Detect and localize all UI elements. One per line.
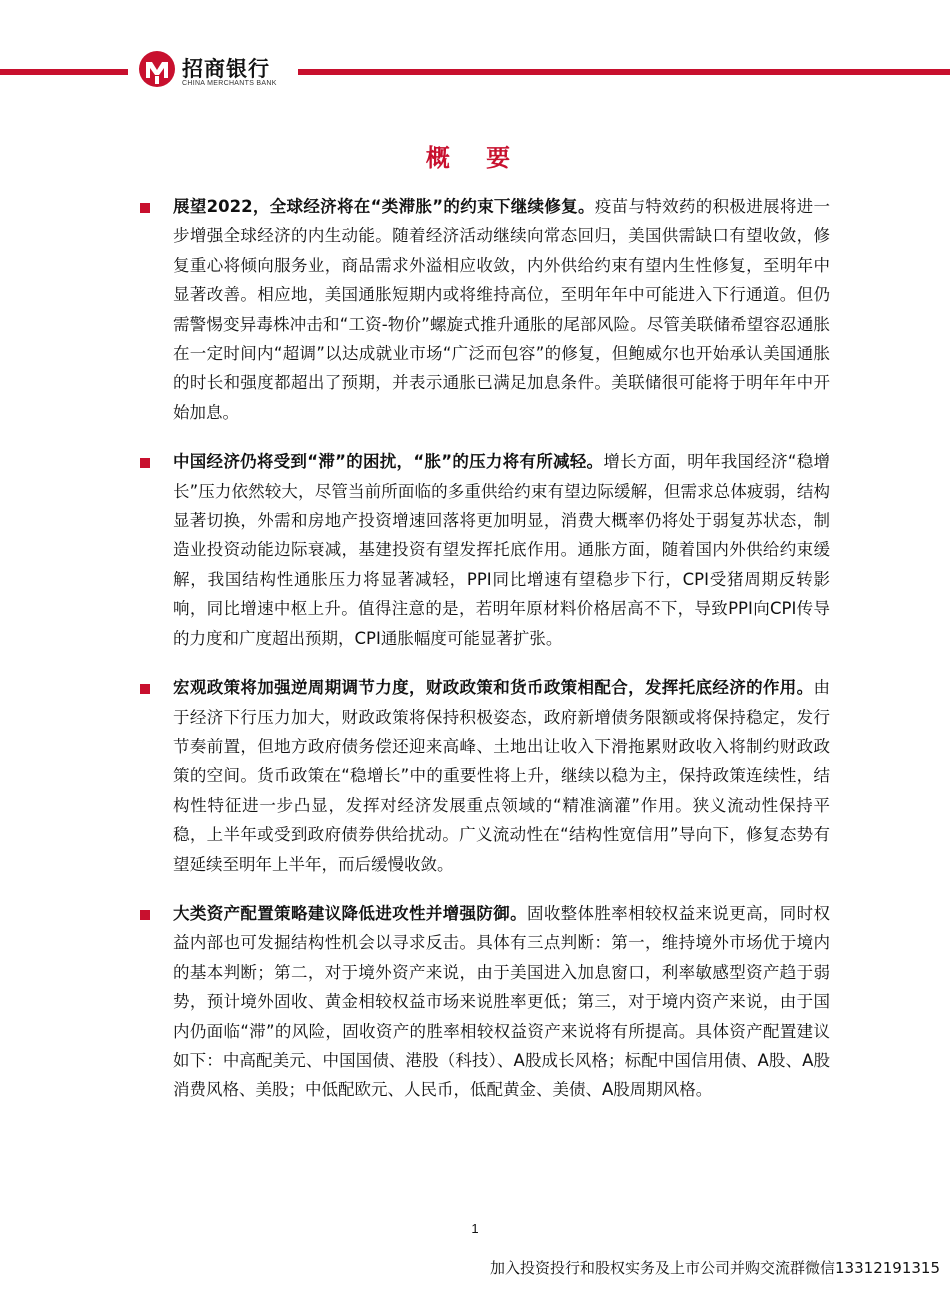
summary-content xyxy=(140,192,830,1125)
square-bullet-icon xyxy=(140,684,150,694)
page-number: 1 xyxy=(471,1221,479,1236)
square-bullet-icon xyxy=(140,910,150,920)
section-paragraph xyxy=(173,899,830,1105)
summary-section xyxy=(140,899,830,1105)
section-lead: 展望2022，全球经济将在“类滞胀”的约束下继续修复。 xyxy=(173,197,595,216)
page-title: 概 要 xyxy=(425,144,525,172)
section-lead: 大类资产配置策略建议降低进攻性并增强防御。 xyxy=(173,903,527,923)
section-lead: 宏观政策将加强逆周期调节力度，财政政策和货币政策相配合，发挥托底经济的作用。 xyxy=(173,678,814,698)
section-paragraph xyxy=(173,673,830,879)
section-body: 由于经济下行压力加大，财政政策将保持积极姿态，政府新增债务限额或将保持稳定，发行节奏前置，但地方政府债务偿还迎来高峰、土地出让收入下滑拖累财政收入将制约财政政策的空间。货币政策在“稳增长”中的重要性将上升，继续以稳为主，保持政策连续性，结构性特征进一步凸显，发挥对经济发展重点领域的“精准滴灌”作用。狭义流动性保持平稳，上半年或受到政府债券供给扰动。广义流动性在“结构性宽信用”导向下，修复态势有望延续至明年上半年，而后缓慢收敛。 xyxy=(173,678,830,874)
summary-section xyxy=(140,447,830,653)
section-body: 增长方面，明年我国经济“稳增长”压力依然较大，尽管当前所面临的多重供给约束有望边际缓解，但需求总体疲弱，结构显著切换，外需和房地产投资增速回落将更加明显，消费大概率仍将处于弱复苏状态，制造业投资动能边际衰减，基建投资有望发挥托底作用。通胀方面，随着国内外供给约束缓解，我国结构性通胀压力将显著减轻，PPI同比增速有望稳步下行，CPI受猪周期反转影响，同比增速中枢上升。值得注意的是，若明年原材料价格居高不下，导致PPI向CPI传导的力度和广度超出预期，CPI通胀幅度可能显著扩张。 xyxy=(173,452,830,648)
header-rule-left xyxy=(0,69,128,75)
section-paragraph xyxy=(173,192,830,427)
summary-section xyxy=(140,673,830,879)
summary-section xyxy=(140,192,830,427)
section-body: 疫苗与特效药的积极进展将进一步增强全球经济的内生动能。随着经济活动继续向常态回归，美国供需缺口有望收敛，修复重心将倾向服务业，商品需求外溢相应收敛，内外供给约束有望内生性修复，至明年中显著改善。相应地，美国通胀短期内或将维持高位，至明年年中可能进入下行通道。但仍需警惕变异毒株冲击和“工资-物价”螺旋式推升通胀的尾部风险。尽管美联储希望容忍通胀在一定时间内“超调”以达成就业市场“广泛而包容”的修复，但鲍威尔也开始承认美国通胀的时长和强度都超出了预期，并表示通胀已满足加息条件。美联储很可能将于明年年中开始加息。 xyxy=(173,197,831,422)
brand-name-cn: 招商银行 xyxy=(182,57,270,81)
bank-logo-icon xyxy=(138,50,176,88)
square-bullet-icon xyxy=(140,203,150,213)
brand-name-en: CHINA MERCHANTS BANK xyxy=(182,80,277,87)
section-body: 固收整体胜率相较权益来说更高，同时权益内部也可发掘结构性机会以寻求反击。具体有三点判断：第一，维持境外市场优于境内的基本判断；第二，对于境外资产来说，由于美国进入加息窗口，利率敏感型资产趋于弱势，预计境外固收、黄金相较权益市场来说胜率更低；第三，对于境内资产来说，由于国内仍面临“滞”的风险，固收资产的胜率相较权益资产来说将有所提高。具体资产配置建议如下：中高配美元、中国国债、港股（科技）、A股成长风格；标配中国信用债、A股、A股消费风格、美股；中低配欧元、人民币，低配黄金、美债、A股周期风格。 xyxy=(173,903,831,1100)
header-rule-right xyxy=(298,69,950,75)
section-paragraph xyxy=(173,447,830,653)
square-bullet-icon xyxy=(140,458,150,468)
footer-note: 加入投资投行和股权实务及上市公司并购交流群微信13312191315 xyxy=(490,1259,940,1277)
page-header xyxy=(0,0,950,100)
section-lead: 中国经济仍将受到“滞”的困扰，“胀”的压力将有所减轻。 xyxy=(173,452,604,472)
